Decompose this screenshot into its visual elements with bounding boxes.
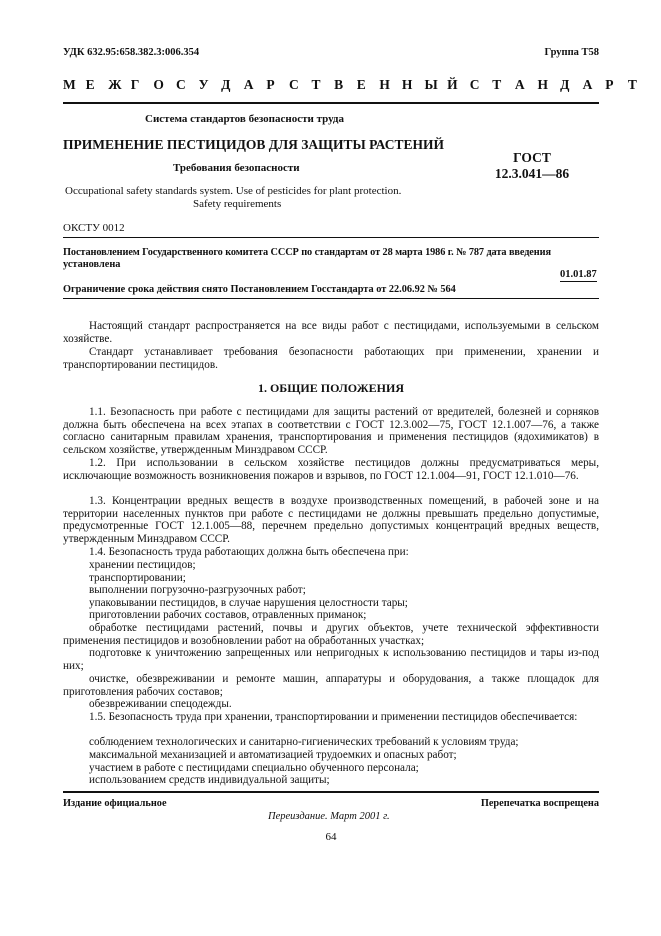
list-item: транспортировании;: [89, 572, 186, 584]
list-item: хранении пестицидов;: [89, 559, 196, 571]
official-edition: Издание официальное: [63, 798, 167, 809]
list-item: использованием средств индивидуальной защиты;: [89, 774, 330, 786]
clause-1-5: 1.5. Безопасность труда при хранении, транспортировании и применении пестицидов обеспечивается:: [89, 711, 578, 723]
group-code: Группа Т58: [544, 47, 599, 58]
intro-paragraph-1: Настоящий стандарт распространяется на все виды работ с пестицидами, используемыми в сельском хозяйстве.: [63, 320, 599, 345]
english-title-line1: Occupational safety standards system. Use of pesticides for plant protection.: [65, 185, 402, 197]
interstate-standard-banner: [63, 77, 637, 93]
banner-word-interstate: М Е Ж Г О С У Д А Р С Т В Е Н Н Ы Й: [63, 77, 458, 92]
list-item: приготовлении рабочих составов, отравленных приманок;: [89, 609, 367, 621]
clause-1-1: 1.1. Безопасность при работе с пестицидами для защиты растений от вредителей, болезней и сорняков должна быть обеспечена на всех этапах в соответствии с ГОСТ 12.3.002—75, ГОСТ 12.1.007—76, а также согласно санитарным правилам хранения, транспортирования и применения пестицидов (ядохимикатов) в сельском хозяйстве, утвержденным Минздравом СССР.: [63, 406, 599, 456]
list-item: соблюдением технологических и санитарно-гигиенических требований к условиям труда;: [89, 736, 519, 748]
title-rule: [63, 237, 599, 238]
footer-rule: [63, 791, 599, 793]
banner-rule: [63, 102, 599, 104]
section-heading: 1. ОБЩИЕ ПОЛОЖЕНИЯ: [257, 381, 405, 395]
system-line: Система стандартов безопасности труда: [145, 113, 344, 125]
list-item: участием в работе с пестицидами специально обученного персонала;: [89, 762, 419, 774]
gost-number: 12.3.041—86: [494, 166, 570, 181]
document-title: ПРИМЕНЕНИЕ ПЕСТИЦИДОВ ДЛЯ ЗАЩИТЫ РАСТЕНИЙ: [63, 137, 444, 152]
restriction-line: Ограничение срока действия снято Постановлением Госстандарта от 22.06.92 № 564: [63, 284, 456, 295]
list-item-treatment: обработке пестицидами растений, почвы и других объектов, учете технической эффективности применения пестицидов и возобновлении работ на обработанных участках;: [63, 622, 599, 647]
introduction-date: 01.01.87: [560, 269, 597, 280]
list-item: выполнении погрузочно-разгрузочных работ;: [89, 584, 306, 596]
list-item-machinery: очистке, обезвреживании и ремонте машин, аппаратуры и оборудования, а также площадок для приготовления рабочих составов;: [63, 673, 599, 698]
page-number: 64: [325, 831, 337, 843]
gost-label: ГОСТ: [513, 150, 551, 165]
reprint-prohibited: Перепечатка воспрещена: [480, 798, 599, 809]
clause-1-4: 1.4. Безопасность труда работающих должна быть обеспечена при:: [89, 546, 409, 558]
clause-1-3: 1.3. Концентрации вредных веществ в воздухе производственных помещений, в рабочей зоне и на территории населенных пунктов при работе с пестицидами не должны превышать предельно допустимые, предусмотренные ГОСТ 12.1.005—88, перечнем предельно допустимых концентраций вредных веществ, утвержденным Минздравом СССР.: [63, 495, 599, 545]
gost-designation: [487, 150, 577, 182]
list-item-workwear: обезвреживании спецодежды.: [89, 698, 232, 710]
oksty-code: ОКСТУ 0012: [63, 222, 125, 234]
document-subtitle: Требования безопасности: [173, 162, 300, 174]
intro-paragraph-2: Стандарт устанавливает требования безопасности работающих при применении, хранении и транспортировании пестицидов.: [63, 346, 599, 371]
reissue-note: Переиздание. Март 2001 г.: [268, 811, 390, 822]
list-item: упаковывании пестицидов, в случае нарушения целостности тары;: [89, 597, 408, 609]
banner-word-standard: С Т А Н Д А Р Т: [469, 77, 637, 92]
english-title-line2: Safety requirements: [193, 198, 282, 210]
list-item-disposal: подготовке к уничтожению запрещенных или непригодных к использованию пестицидов и тары из-под них;: [63, 647, 599, 672]
decree-rule: [63, 298, 599, 299]
udk-code: УДК 632.95:658.382.3:006.354: [63, 47, 200, 58]
clause-1-2: 1.2. При использовании в сельском хозяйстве пестицидов должны предусматриваться меры, исключающие возможность возникновения пожаров и взрывов, по ГОСТ 12.1.004—91, ГОСТ 12.1.010—76.: [63, 457, 599, 482]
list-item: максимальной механизацией и автоматизацией трудоемких и опасных работ;: [89, 749, 457, 761]
decree-line2: установлена: [63, 259, 121, 270]
decree-line1: Постановлением Государственного комитета СССР по стандартам от 28 марта 1986 г. № 787 дата введения: [63, 247, 551, 258]
